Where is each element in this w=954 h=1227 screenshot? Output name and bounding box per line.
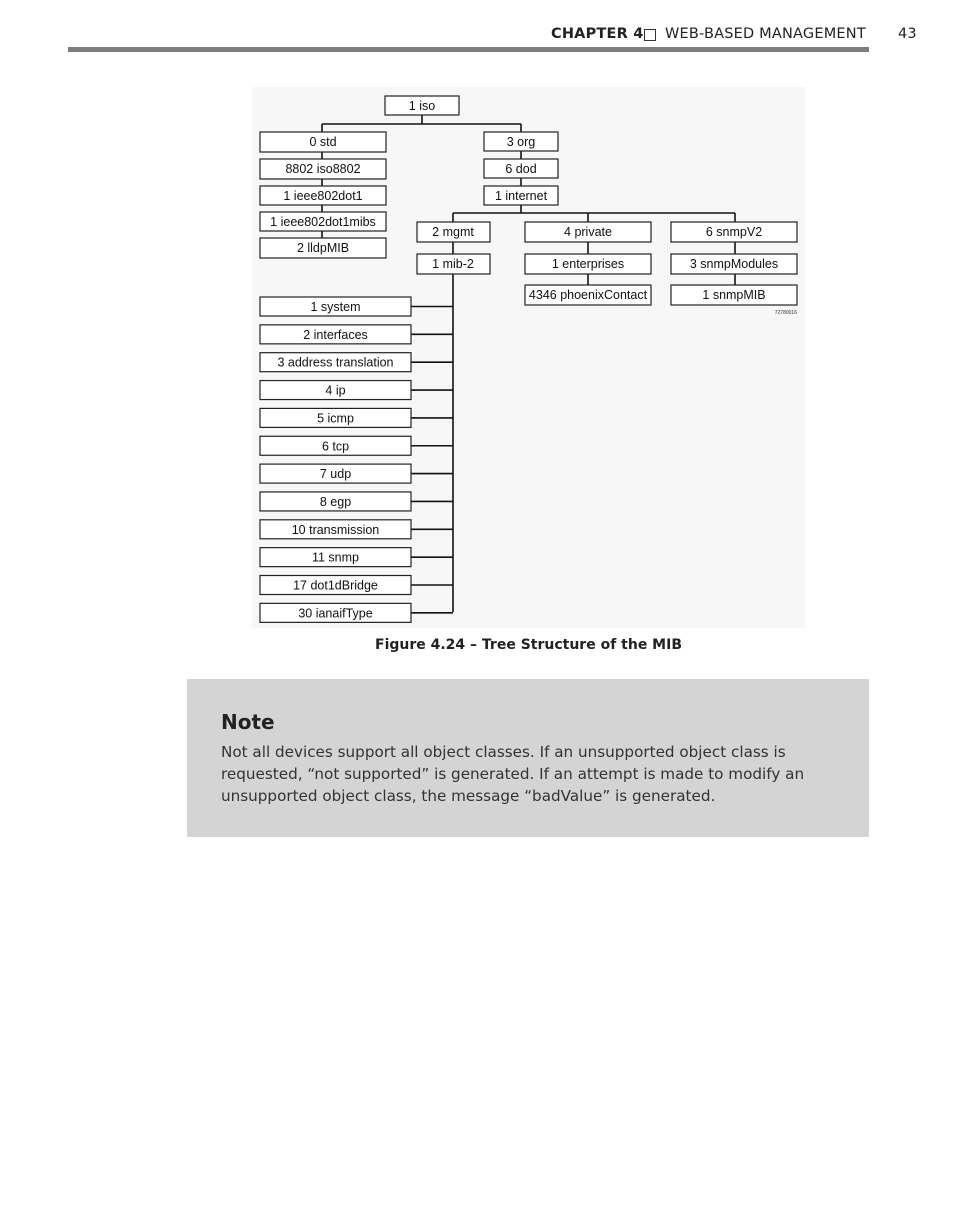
running-head — [540, 26, 930, 46]
tree-node-mib2 — [417, 254, 490, 274]
tree-node-org — [484, 132, 558, 151]
tree-node-mib2-label: 1 mib-2 — [432, 257, 474, 271]
mib2-child-label: 3 address translation — [277, 355, 394, 370]
mib-tree-diagram — [252, 87, 805, 628]
tree-node-enterprises-label: 1 enterprises — [551, 257, 625, 271]
mib2-child-label: 1 system — [310, 300, 361, 314]
mib2-child-node — [260, 436, 411, 455]
tree-node-snmpmodules — [671, 254, 797, 274]
mib2-child-label: 7 udp — [319, 467, 352, 482]
section-title: WEB-BASED MANAGEMENT — [665, 26, 866, 42]
mib2-child-label: 5 icmp — [317, 411, 354, 426]
mib2-child-node — [260, 520, 411, 539]
tree-node-snmpmodules-label: 3 snmpModules — [689, 257, 779, 271]
mib2-branch-connectors — [411, 307, 453, 613]
tree-node-private — [525, 222, 651, 242]
separator-box-icon — [644, 29, 656, 41]
mib2-child-label: 17 dot1dBridge — [293, 578, 378, 593]
tree-node-mgmt-label: 2 mgmt — [432, 225, 474, 239]
mib2-children — [260, 297, 411, 622]
tree-node-std — [260, 132, 386, 152]
tree-node-private-label: 4 private — [564, 225, 612, 239]
tree-node-snmpv2-label: 6 snmpV2 — [705, 225, 763, 239]
mib2-child-label: 8 egp — [319, 494, 352, 509]
mib2-child-node — [260, 464, 411, 483]
mib2-child-node — [260, 576, 411, 595]
tree-node-iso8802-label: 8802 iso8802 — [285, 162, 361, 176]
tree-node-iso8802 — [260, 159, 386, 179]
tree-node-iso — [385, 96, 459, 115]
mib2-child-label: 11 snmp — [311, 550, 360, 565]
tree-node-phoenixcontact-label: 4346 phoenixContact — [528, 288, 648, 302]
mib2-child-label: 30 ianaifType — [298, 606, 373, 621]
mib2-child-node — [260, 492, 411, 511]
mib2-child-node — [260, 408, 411, 427]
tree-node-ieee802dot1 — [260, 186, 386, 205]
mib2-child-node — [260, 297, 411, 316]
tree-node-internet — [484, 186, 558, 205]
tree-node-dod — [484, 159, 558, 178]
tree-node-org-label: 3 org — [506, 135, 536, 149]
mib2-child-node — [260, 381, 411, 400]
tree-node-mgmt — [417, 222, 490, 242]
tree-node-std-label: 0 std — [309, 135, 337, 149]
figure-caption: Figure 4.24 – Tree Structure of the MIB — [375, 637, 682, 653]
mib2-child-label: 6 tcp — [321, 439, 350, 454]
mib-tree-figure — [252, 87, 805, 628]
tree-node-lldpmib-label: 2 lldpMIB — [296, 241, 350, 255]
tree-node-dod-label: 6 dod — [505, 162, 537, 176]
tree-node-snmpmib-label: 1 snmpMIB — [702, 288, 766, 302]
chapter-label: CHAPTER 4 — [551, 26, 644, 42]
tree-node-iso-label: 1 iso — [408, 99, 436, 113]
tree-node-phoenixcontact — [525, 285, 651, 305]
tree-node-internet-label: 1 internet — [494, 189, 548, 203]
note-box — [187, 679, 869, 837]
mib2-child-node — [260, 325, 411, 344]
mib2-child-node — [260, 353, 411, 372]
tree-node-ieee802dot1-label: 1 ieee802dot1 — [283, 189, 363, 203]
tree-node-ieee802dot1mibs-label: 1 ieee802dot1mibs — [270, 215, 376, 229]
mib2-child-label: 2 interfaces — [303, 327, 368, 342]
mib2-child-node — [260, 603, 411, 622]
tree-node-snmpv2 — [671, 222, 797, 242]
page-number: 43 — [898, 26, 917, 42]
header-rule — [68, 47, 869, 52]
mib2-child-node — [260, 548, 411, 567]
tree-node-enterprises — [525, 254, 651, 274]
tree-node-lldpmib — [260, 238, 386, 258]
note-body: Not all devices support all object classes. If an unsupported object class is requested, “not supported” is generated. If an attempt is made to modify an unsupported object class, the message “badValue” is generated. — [221, 743, 805, 805]
tree-node-ieee802dot1mibs — [260, 212, 386, 231]
figure-id-code: 72780016 — [774, 310, 797, 316]
tree-node-snmpmib — [671, 285, 797, 305]
note-title: Note — [221, 710, 275, 734]
mib2-child-label: 10 transmission — [291, 522, 380, 537]
mib2-child-label: 4 ip — [325, 383, 346, 398]
